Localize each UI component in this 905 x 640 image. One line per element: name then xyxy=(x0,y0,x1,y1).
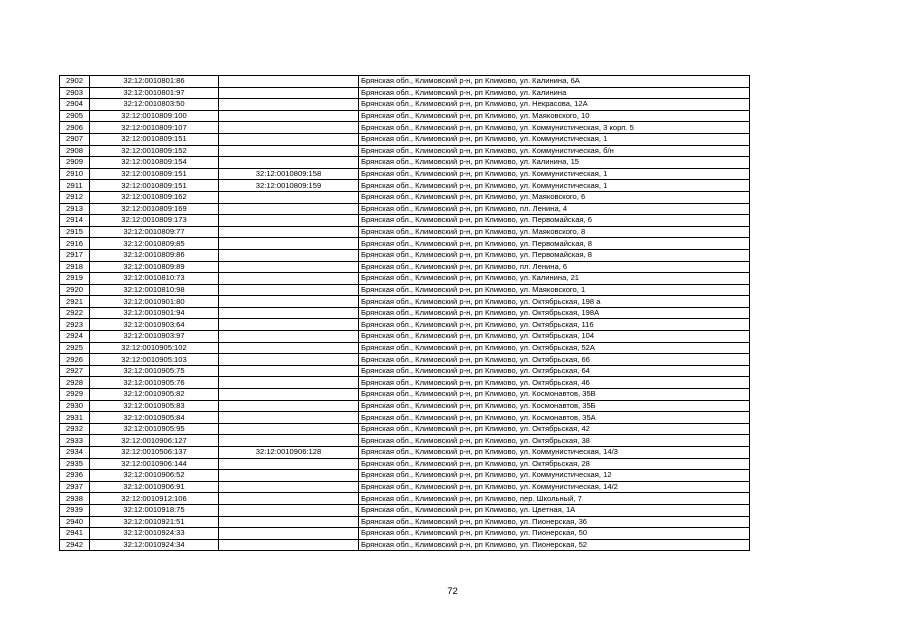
row-number-cell: 2906 xyxy=(60,122,90,134)
address-cell: Брянская обл., Климовский р-н, рп Климово, ул. Октябрьская, 52А xyxy=(359,342,750,354)
row-number-cell: 2911 xyxy=(60,180,90,192)
property-table-body xyxy=(60,76,750,551)
address-cell: Брянская обл., Климовский р-н, рп Климово, ул. Коммунистическая, 1 xyxy=(359,180,750,192)
table-row xyxy=(60,99,750,111)
address-cell: Брянская обл., Климовский р-н, рп Климово, ул. Калинина, 15 xyxy=(359,157,750,169)
row-number-cell: 2935 xyxy=(60,458,90,470)
cadastral-number-cell: 32:12:0010905:95 xyxy=(90,423,219,435)
related-cadastral-number-cell xyxy=(219,122,359,134)
related-cadastral-number-cell xyxy=(219,191,359,203)
table-row xyxy=(60,87,750,99)
cadastral-number-cell: 32:12:0010905:82 xyxy=(90,389,219,401)
address-cell: Брянская обл., Климовский р-н, рп Климово, ул. Октябрьская, 64 xyxy=(359,365,750,377)
cadastral-number-cell: 32:12:0010905:76 xyxy=(90,377,219,389)
address-cell: Брянская обл., Климовский р-н, рп Климово, ул. Маяковского, 1 xyxy=(359,284,750,296)
table-row xyxy=(60,238,750,250)
related-cadastral-number-cell xyxy=(219,400,359,412)
row-number-cell: 2903 xyxy=(60,87,90,99)
cadastral-number-cell: 32:12:0010809:86 xyxy=(90,249,219,261)
table-row xyxy=(60,76,750,88)
related-cadastral-number-cell xyxy=(219,273,359,285)
related-cadastral-number-cell xyxy=(219,539,359,551)
cadastral-number-cell: 32:12:0010924:33 xyxy=(90,528,219,540)
table-row xyxy=(60,122,750,134)
cadastral-number-cell: 32:12:0010918:75 xyxy=(90,504,219,516)
row-number-cell: 2913 xyxy=(60,203,90,215)
table-row xyxy=(60,273,750,285)
related-cadastral-number-cell xyxy=(219,458,359,470)
table-row xyxy=(60,226,750,238)
address-cell: Брянская обл., Климовский р-н, рп Климово, ул. Октябрьская, 116 xyxy=(359,319,750,331)
address-cell: Брянская обл., Климовский р-н, рп Климово, ул. Калинина, 6А xyxy=(359,76,750,88)
cadastral-number-cell: 32:12:0010801:97 xyxy=(90,87,219,99)
related-cadastral-number-cell xyxy=(219,331,359,343)
related-cadastral-number-cell xyxy=(219,157,359,169)
related-cadastral-number-cell: 32:12:0010809:159 xyxy=(219,180,359,192)
table-row xyxy=(60,539,750,551)
property-table xyxy=(59,75,750,551)
table-row xyxy=(60,157,750,169)
row-number-cell: 2916 xyxy=(60,238,90,250)
row-number-cell: 2902 xyxy=(60,76,90,88)
address-cell: Брянская обл., Климовский р-н, рп Климово, пер. Школьный, 7 xyxy=(359,493,750,505)
related-cadastral-number-cell xyxy=(219,470,359,482)
table-row xyxy=(60,354,750,366)
cadastral-number-cell: 32:12:0010801:86 xyxy=(90,76,219,88)
table-row xyxy=(60,423,750,435)
table-row xyxy=(60,504,750,516)
address-cell: Брянская обл., Климовский р-н, рп Климово, пл. Ленина, 6 xyxy=(359,261,750,273)
table-row xyxy=(60,342,750,354)
row-number-cell: 2917 xyxy=(60,249,90,261)
cadastral-number-cell: 32:12:0010921:51 xyxy=(90,516,219,528)
related-cadastral-number-cell xyxy=(219,238,359,250)
table-row xyxy=(60,191,750,203)
address-cell: Брянская обл., Климовский р-н, рп Климово, ул. Космонавтов, 35Б xyxy=(359,400,750,412)
cadastral-number-cell: 32:12:0010924:34 xyxy=(90,539,219,551)
table-row xyxy=(60,377,750,389)
row-number-cell: 2907 xyxy=(60,133,90,145)
table-row xyxy=(60,319,750,331)
related-cadastral-number-cell xyxy=(219,284,359,296)
related-cadastral-number-cell xyxy=(219,99,359,111)
related-cadastral-number-cell xyxy=(219,435,359,447)
row-number-cell: 2925 xyxy=(60,342,90,354)
related-cadastral-number-cell: 32:12:0010809:158 xyxy=(219,168,359,180)
related-cadastral-number-cell xyxy=(219,296,359,308)
table-row xyxy=(60,516,750,528)
row-number-cell: 2922 xyxy=(60,307,90,319)
related-cadastral-number-cell xyxy=(219,110,359,122)
related-cadastral-number-cell xyxy=(219,307,359,319)
related-cadastral-number-cell xyxy=(219,516,359,528)
cadastral-number-cell: 32:12:0010903:64 xyxy=(90,319,219,331)
table-row xyxy=(60,470,750,482)
row-number-cell: 2933 xyxy=(60,435,90,447)
cadastral-number-cell: 32:12:0010906:144 xyxy=(90,458,219,470)
row-number-cell: 2941 xyxy=(60,528,90,540)
row-number-cell: 2920 xyxy=(60,284,90,296)
cadastral-number-cell: 32:12:0010809:89 xyxy=(90,261,219,273)
table-row xyxy=(60,481,750,493)
related-cadastral-number-cell xyxy=(219,389,359,401)
row-number-cell: 2931 xyxy=(60,412,90,424)
table-row xyxy=(60,215,750,227)
cadastral-number-cell: 32:12:0010901:94 xyxy=(90,307,219,319)
cadastral-number-cell: 32:12:0010803:50 xyxy=(90,99,219,111)
address-cell: Брянская обл., Климовский р-н, рп Климово, ул. Октябрьская, 104 xyxy=(359,331,750,343)
row-number-cell: 2936 xyxy=(60,470,90,482)
table-row xyxy=(60,133,750,145)
row-number-cell: 2926 xyxy=(60,354,90,366)
cadastral-number-cell: 32:12:0010810:98 xyxy=(90,284,219,296)
table-row xyxy=(60,110,750,122)
row-number-cell: 2929 xyxy=(60,389,90,401)
address-cell: Брянская обл., Климовский р-н, рп Климово, ул. Коммунистическая, 14/2 xyxy=(359,481,750,493)
row-number-cell: 2921 xyxy=(60,296,90,308)
cadastral-number-cell: 32:12:0010906:127 xyxy=(90,435,219,447)
related-cadastral-number-cell xyxy=(219,504,359,516)
cadastral-number-cell: 32:12:0010809:162 xyxy=(90,191,219,203)
address-cell: Брянская обл., Климовский р-н, рп Климово, ул. Октябрьская, 66 xyxy=(359,354,750,366)
row-number-cell: 2919 xyxy=(60,273,90,285)
related-cadastral-number-cell xyxy=(219,377,359,389)
address-cell: Брянская обл., Климовский р-н, рп Климово, ул. Коммунистическая, 14/3 xyxy=(359,447,750,459)
related-cadastral-number-cell xyxy=(219,481,359,493)
table-row xyxy=(60,458,750,470)
row-number-cell: 2915 xyxy=(60,226,90,238)
cadastral-number-cell: 32:12:0010905:83 xyxy=(90,400,219,412)
related-cadastral-number-cell xyxy=(219,87,359,99)
cadastral-number-cell: 32:12:0010809:151 xyxy=(90,168,219,180)
address-cell: Брянская обл., Климовский р-н, рп Климово, ул. Некрасова, 12А xyxy=(359,99,750,111)
address-cell: Брянская обл., Климовский р-н, рп Климово, ул. Октябрьская, 42 xyxy=(359,423,750,435)
row-number-cell: 2904 xyxy=(60,99,90,111)
row-number-cell: 2937 xyxy=(60,481,90,493)
address-cell: Брянская обл., Климовский р-н, рп Климово, ул. Коммунистическая, 12 xyxy=(359,470,750,482)
related-cadastral-number-cell xyxy=(219,215,359,227)
related-cadastral-number-cell xyxy=(219,354,359,366)
address-cell: Брянская обл., Климовский р-н, рп Климово, ул. Цветная, 1А xyxy=(359,504,750,516)
table-row xyxy=(60,307,750,319)
cadastral-number-cell: 32:12:0010906:52 xyxy=(90,470,219,482)
cadastral-number-cell: 32:12:0010905:102 xyxy=(90,342,219,354)
row-number-cell: 2938 xyxy=(60,493,90,505)
table-row xyxy=(60,203,750,215)
row-number-cell: 2927 xyxy=(60,365,90,377)
row-number-cell: 2934 xyxy=(60,447,90,459)
related-cadastral-number-cell xyxy=(219,493,359,505)
address-cell: Брянская обл., Климовский р-н, рп Климово, ул. Пионерская, 36 xyxy=(359,516,750,528)
cadastral-number-cell: 32:12:0010906:91 xyxy=(90,481,219,493)
cadastral-number-cell: 32:12:0010809:169 xyxy=(90,203,219,215)
related-cadastral-number-cell xyxy=(219,203,359,215)
page-number: 72 xyxy=(447,586,458,597)
row-number-cell: 2932 xyxy=(60,423,90,435)
related-cadastral-number-cell xyxy=(219,365,359,377)
cadastral-number-cell: 32:12:0010905:75 xyxy=(90,365,219,377)
row-number-cell: 2918 xyxy=(60,261,90,273)
row-number-cell: 2940 xyxy=(60,516,90,528)
cadastral-number-cell: 32:12:0010905:84 xyxy=(90,412,219,424)
address-cell: Брянская обл., Климовский р-н, рп Климово, ул. Маяковского, 6 xyxy=(359,191,750,203)
row-number-cell: 2924 xyxy=(60,331,90,343)
table-row xyxy=(60,400,750,412)
table-row xyxy=(60,296,750,308)
table-row xyxy=(60,331,750,343)
address-cell: Брянская обл., Климовский р-н, рп Климово, ул. Коммунистическая, 1 xyxy=(359,133,750,145)
address-cell: Брянская обл., Климовский р-н, рп Климово, ул. Пионерская, 52 xyxy=(359,539,750,551)
row-number-cell: 2942 xyxy=(60,539,90,551)
table-row xyxy=(60,145,750,157)
cadastral-number-cell: 32:12:0010810:73 xyxy=(90,273,219,285)
address-cell: Брянская обл., Климовский р-н, рп Климово, ул. Коммунистическая, б/н xyxy=(359,145,750,157)
address-cell: Брянская обл., Климовский р-н, рп Климово, ул. Октябрьская, 28 xyxy=(359,458,750,470)
related-cadastral-number-cell xyxy=(219,528,359,540)
related-cadastral-number-cell xyxy=(219,342,359,354)
address-cell: Брянская обл., Климовский р-н, рп Климово, ул. Октябрьская, 198А xyxy=(359,307,750,319)
row-number-cell: 2928 xyxy=(60,377,90,389)
table-row xyxy=(60,412,750,424)
related-cadastral-number-cell: 32:12:0010906:128 xyxy=(219,447,359,459)
cadastral-number-cell: 32:12:0010506:137 xyxy=(90,447,219,459)
related-cadastral-number-cell xyxy=(219,319,359,331)
address-cell: Брянская обл., Климовский р-н, рп Климово, ул. Коммунистическая, 1 xyxy=(359,168,750,180)
address-cell: Брянская обл., Климовский р-н, рп Климово, ул. Маяковского, 8 xyxy=(359,226,750,238)
address-cell: Брянская обл., Климовский р-н, рп Климово, ул. Коммунистическая, 3 корп. 5 xyxy=(359,122,750,134)
table-row xyxy=(60,447,750,459)
table-row xyxy=(60,365,750,377)
cadastral-number-cell: 32:12:0010903:97 xyxy=(90,331,219,343)
address-cell: Брянская обл., Климовский р-н, рп Климово, ул. Космонавтов, 35В xyxy=(359,389,750,401)
address-cell: Брянская обл., Климовский р-н, рп Климово, ул. Октябрьская, 38 xyxy=(359,435,750,447)
cadastral-number-cell: 32:12:0010809:173 xyxy=(90,215,219,227)
table-row xyxy=(60,249,750,261)
cadastral-number-cell: 32:12:0010809:151 xyxy=(90,133,219,145)
table-row xyxy=(60,261,750,273)
row-number-cell: 2912 xyxy=(60,191,90,203)
cadastral-number-cell: 32:12:0010809:107 xyxy=(90,122,219,134)
cadastral-number-cell: 32:12:0010912:106 xyxy=(90,493,219,505)
table-row xyxy=(60,389,750,401)
address-cell: Брянская обл., Климовский р-н, рп Климово, ул. Первомайская, 8 xyxy=(359,249,750,261)
related-cadastral-number-cell xyxy=(219,249,359,261)
related-cadastral-number-cell xyxy=(219,226,359,238)
related-cadastral-number-cell xyxy=(219,145,359,157)
address-cell: Брянская обл., Климовский р-н, рп Климово, пл. Ленина, 4 xyxy=(359,203,750,215)
row-number-cell: 2909 xyxy=(60,157,90,169)
cadastral-number-cell: 32:12:0010809:154 xyxy=(90,157,219,169)
address-cell: Брянская обл., Климовский р-н, рп Климово, ул. Первомайская, 6 xyxy=(359,215,750,227)
cadastral-number-cell: 32:12:0010809:151 xyxy=(90,180,219,192)
row-number-cell: 2910 xyxy=(60,168,90,180)
table-row xyxy=(60,168,750,180)
cadastral-number-cell: 32:12:0010809:152 xyxy=(90,145,219,157)
table-row xyxy=(60,528,750,540)
cadastral-number-cell: 32:12:0010901:80 xyxy=(90,296,219,308)
address-cell: Брянская обл., Климовский р-н, рп Климово, ул. Калинина, 21 xyxy=(359,273,750,285)
address-cell: Брянская обл., Климовский р-н, рп Климово, ул. Маяковского, 10 xyxy=(359,110,750,122)
related-cadastral-number-cell xyxy=(219,133,359,145)
row-number-cell: 2908 xyxy=(60,145,90,157)
related-cadastral-number-cell xyxy=(219,412,359,424)
row-number-cell: 2939 xyxy=(60,504,90,516)
cadastral-number-cell: 32:12:0010905:103 xyxy=(90,354,219,366)
address-cell: Брянская обл., Климовский р-н, рп Климово, ул. Октябрьская, 46 xyxy=(359,377,750,389)
table-row xyxy=(60,284,750,296)
address-cell: Брянская обл., Климовский р-н, рп Климово, ул. Пионерская, 50 xyxy=(359,528,750,540)
related-cadastral-number-cell xyxy=(219,76,359,88)
row-number-cell: 2905 xyxy=(60,110,90,122)
address-cell: Брянская обл., Климовский р-н, рп Климово, ул. Первомайская, 8 xyxy=(359,238,750,250)
related-cadastral-number-cell xyxy=(219,261,359,273)
table-row xyxy=(60,435,750,447)
cadastral-number-cell: 32:12:0010809:85 xyxy=(90,238,219,250)
related-cadastral-number-cell xyxy=(219,423,359,435)
row-number-cell: 2923 xyxy=(60,319,90,331)
cadastral-number-cell: 32:12:0010809:77 xyxy=(90,226,219,238)
address-cell: Брянская обл., Климовский р-н, рп Климово, ул. Космонавтов, 35А xyxy=(359,412,750,424)
address-cell: Брянская обл., Климовский р-н, рп Климово, ул. Калинина xyxy=(359,87,750,99)
address-cell: Брянская обл., Климовский р-н, рп Климово, ул. Октябрьская, 198 а xyxy=(359,296,750,308)
cadastral-number-cell: 32:12:0010809:100 xyxy=(90,110,219,122)
table-row xyxy=(60,180,750,192)
row-number-cell: 2914 xyxy=(60,215,90,227)
table-row xyxy=(60,493,750,505)
row-number-cell: 2930 xyxy=(60,400,90,412)
